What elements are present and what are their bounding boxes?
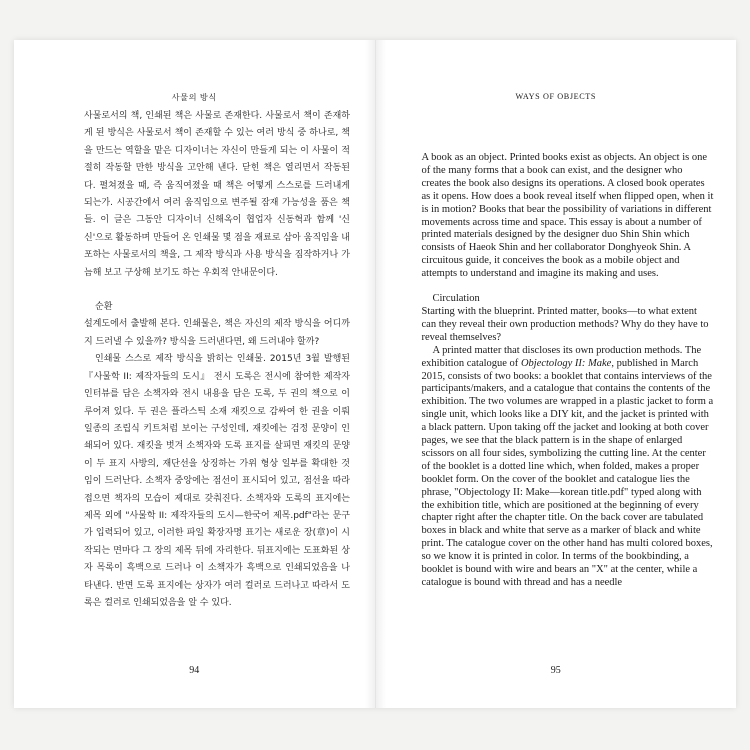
intro-paragraph: A book as an object. Printed books exist as objects. An object is one of the many forms that a book can exist, and the designer who creates the book also designs its operations. A closed book operates as it opens. How does a book reveal itself when flipped open, when it is in motion? Books that bear the possibility of variations in different movements across time and space. This essay is about a number of printed materials designed by the designer duo Shin Shin which consists of Haeok Shin and her collaborator Donghyeok Shin. A circuitous guide, it conceives the book as a mobile object and attempts to understand and imagine its making and uses. — [421, 152, 714, 280]
page-number-left: 94 — [189, 665, 200, 676]
section-subhead: 순환 — [95, 302, 113, 313]
main-paragraph-rest: , published in March 2015, consists of two books: a booklet that contains interviews of the participants/makers, and a catalogue that contains the contents of the exhibition. The two volumes are wrapped in a plastic jacket to form a single unit, which looks like a DIY kit, and the jacket is printed with a black pattern. Upon taking off the jacket and looking at both cover pages, we see that the black pattern is in the shape of enlarged scissors on all four sides, symbolizing the cutting line. At the center of the booklet is a dotted line which, when folded, makes a proper booklet form. On the cover of the booklet and catalogue lies the phrase, "Objectology II: Make—korean title.pdf" typed along with the exhibition title, which are positioned at the beginning of every chapter right after the chapter title. On the back cover are tabulated boxes in black and white that serve as a marker of black and white print. The catalogue cover on the other hand has multi colored boxes, so we know it is printed in color. In terms of the bookbinding, a booklet is bound with wire and bears an "X" at the center, while a catalogue is bound with thread and has a needle — [421, 357, 714, 588]
blueprint-paragraph: 설계도에서 출발해 본다. 인쇄물은, 책은 자신의 제작 방식을 어디까지 드러낼 수 있을까? 방식을 드러낸다면, 왜 드러내야 할까? — [84, 319, 350, 347]
main-paragraph-start: A printed matter that discloses its own production methods. The exhibition catalogue of — [421, 344, 702, 369]
intro-paragraph: 사물로서의 책, 인쇄된 책은 사물로 존재한다. 사물로서 책이 존재하게 된 방식은 사물로서 책이 존재할 수 있는 여러 방식 중 하나로, 책을 만드는 역할을 맡은 디자이너는 자신이 만들게 되는 이 사물이 적절히 작동할 만한 방식을 고안해 낸다. 닫힌 책은 열리면서 작동된다. 펼쳐졌을 때, 즉 움직여졌을 때 책은 어떻게 스스로를 드러내게 되는가. 시공간에서 여러 움직임으로 변주될 잠재 가능성을 품은 책들. 이 글은 그동안 디자이너 신해옥이 협업자 신동혁과 함께 '신신'으로 활동하며 만들어 온 인쇄물 몇 점을 재료로 삼아 움직임을 내포하는 사물로서의 책을, 그 제작 방식과 사용 방식을 짐작하거나 가늠해 보고 구상해 보기도 하는 우회적 안내문이다. — [84, 111, 350, 278]
english-body-text — [422, 152, 714, 590]
main-paragraph: 인쇄물 스스로 제작 방식을 밝히는 인쇄물. 2015년 3월 발행된 『사물학 II: 제작자들의 도시』 전시 도록은 전시에 참여한 제작자 인터뷰를 담은 소책자와 전시 내용을 담은 도록, 두 권의 책으로 이루어져 있다. 두 권은 플라스틱 소재 재킷으로 감싸여 한 권을 이뤄 일종의 조립식 키트처럼 보이는 구성인데, 재킷에는 검정 문양이 인쇄되어 있다. 재킷을 벗겨 소책자와 도록 표지를 살피면 재킷의 문양이 두 표지 사방의, 재단선을 상징하는 가위 형상 일부를 확대한 것임이 드러난다. 소책자 중앙에는 점선이 표시되어 있고, 점선을 따라 접으면 책자의 모습이 제대로 갖춰진다. 소책자와 도록의 표지에는 제목 외에 "사물학 II: 제작자들의 도시—한국어 제목.pdf"라는 문구가 입력되어 있고, 이러한 파일 확장자명 표기는 새로운 장(章)이 시작되는 면마다 그 장의 제목 뒤에 자리한다. 뒤표지에는 도표화된 상자 목록이 흑백으로 드러나 이 소책자가 흑백으로 인쇄되었음을 나타낸다. 반면 도록 표지에는 상자가 여러 컬러로 드러나고 따라서 도록은 컬러로 인쇄되었음을 알 수 있다. — [84, 354, 350, 608]
running-head-english: WAYS OF OBJECTS — [515, 92, 597, 101]
blueprint-paragraph: Starting with the blueprint. Printed matter, books—to what extent can they reveal their own production methods? Why do they have to reveal themselves? — [421, 305, 709, 343]
catalogue-title-italic: Objectology II: Make — [520, 357, 612, 369]
right-page — [376, 40, 737, 708]
korean-body-text — [84, 108, 350, 612]
section-subhead: Circulation — [432, 293, 480, 305]
page-number-right: 95 — [550, 665, 561, 676]
main-paragraph — [422, 345, 714, 590]
left-page — [14, 40, 376, 708]
running-head-korean: 사물의 방식 — [171, 93, 217, 102]
book-spread — [14, 40, 736, 708]
